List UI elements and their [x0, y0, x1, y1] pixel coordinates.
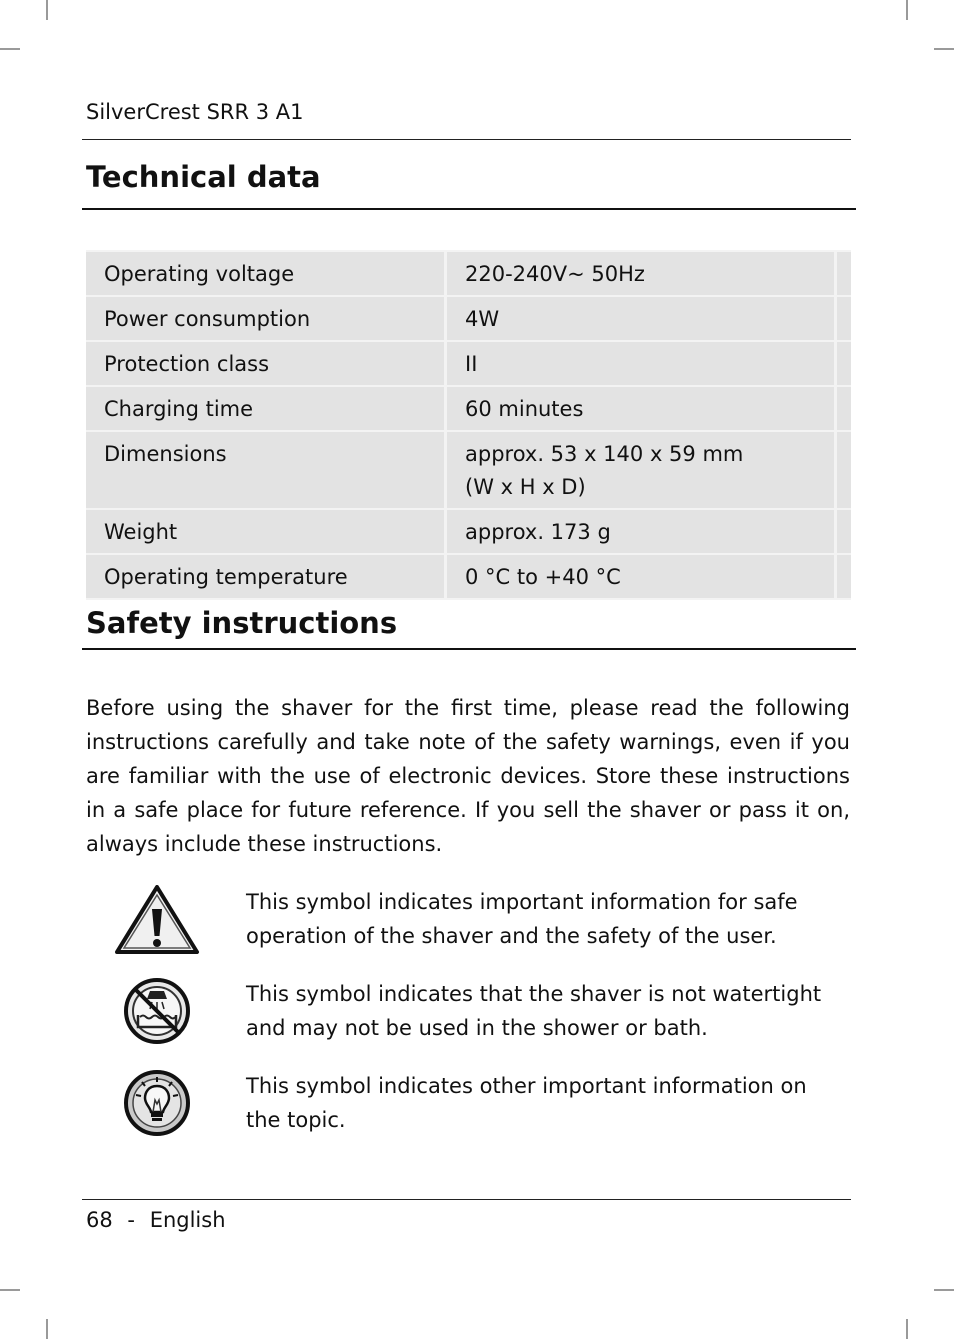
page-footer: [86, 1208, 226, 1232]
header-rule: [82, 139, 851, 140]
no-water-icon: [112, 977, 202, 1047]
running-header: SilverCrest SRR 3 A1: [86, 100, 304, 124]
spec-label: Charging time: [86, 386, 446, 431]
crop-mark: [934, 1289, 954, 1291]
footer-language: English: [149, 1208, 226, 1232]
safety-heading-rule: [82, 648, 856, 650]
technical-data-heading: Technical data: [86, 160, 321, 194]
crop-mark: [0, 48, 20, 50]
table-row: [86, 431, 851, 509]
lightbulb-icon: [112, 1069, 202, 1139]
table-row: [86, 554, 851, 599]
table-row: [86, 341, 851, 386]
spec-value: approx. 173 g: [446, 509, 836, 554]
footer-separator: -: [127, 1208, 135, 1232]
spec-value-line: approx. 53 x 140 x 59 mm: [465, 442, 744, 466]
spec-value: II: [446, 341, 836, 386]
technical-data-table: [86, 250, 851, 600]
spec-label: Dimensions: [86, 431, 446, 509]
safety-intro-paragraph: Before using the shaver for the first time, please read the following instructions carefully and take note of the safety warnings, even if you are familiar with the use of electronic devices. Store these instructions in a safe place for future reference. If you sell the shaver or pass it on, always include these instructions.: [86, 696, 850, 856]
footer-rule: [82, 1199, 851, 1200]
crop-mark: [0, 1289, 20, 1291]
spec-value: 4W: [446, 296, 836, 341]
symbol-description: This symbol indicates other important information on the topic.: [246, 1074, 807, 1132]
spec-label: Protection class: [86, 341, 446, 386]
crop-mark: [46, 1319, 48, 1339]
crop-mark: [906, 0, 908, 20]
crop-mark: [934, 48, 954, 50]
spec-value: 220-240V~ 50Hz: [446, 251, 836, 296]
table-row: [86, 386, 851, 431]
spec-label: Operating temperature: [86, 554, 446, 599]
spec-value: 0 °C to +40 °C: [446, 554, 836, 599]
warning-triangle-icon: [112, 885, 202, 957]
spec-label: Operating voltage: [86, 251, 446, 296]
table-row: [86, 296, 851, 341]
crop-mark: [906, 1319, 908, 1339]
safety-instructions-heading: Safety instructions: [86, 606, 398, 640]
symbol-description: This symbol indicates important information for safe operation of the shaver and the safety of the user.: [246, 890, 798, 948]
spec-label: Weight: [86, 509, 446, 554]
symbol-description: This symbol indicates that the shaver is not watertight and may not be used in the shower or bath.: [246, 982, 822, 1040]
spec-value-line: (W x H x D): [465, 475, 586, 499]
crop-mark: [46, 0, 48, 20]
page-number: 68: [86, 1208, 113, 1232]
technical-heading-rule: [82, 208, 856, 210]
spec-value: [446, 431, 836, 509]
spec-value: 60 minutes: [446, 386, 836, 431]
table-row: [86, 251, 851, 296]
spec-label: Power consumption: [86, 296, 446, 341]
table-row: [86, 509, 851, 554]
